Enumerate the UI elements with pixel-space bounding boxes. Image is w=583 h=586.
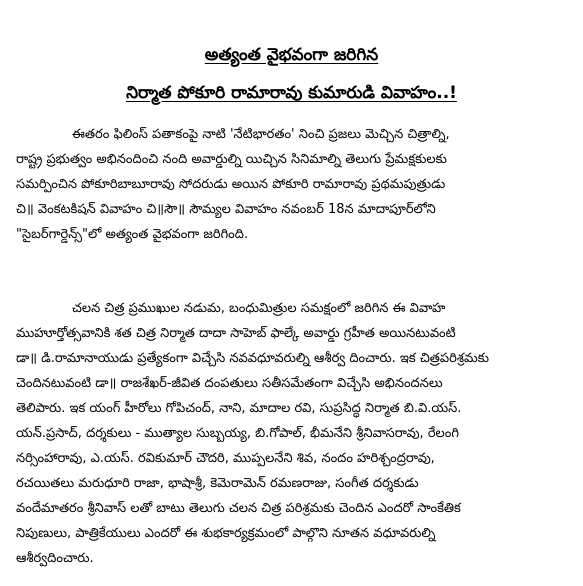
paragraph-line: చి॥ వెంకటకిషన్ వివాహం చి॥సౌ॥ సౌమ్యల వివాహం నవంబర్ 18న మాదాపూర్‌లోని — [16, 202, 436, 217]
paragraph-line: చెందినటువంటి డా॥ రాజశేఖర్-జీవిత దంపతులు సతీసమేతంగా విచ్చేసి అభినందనలు — [16, 376, 443, 391]
paragraph-line: రాష్ట్ర ప్రభుత్వం అభినందించి నంది అవార్డుల్ని యిచ్చిన సినిమాల్ని తెలుగు ప్రేమక్షకులకు — [16, 152, 447, 167]
paragraph-line: ఆశీర్వదించారు. — [16, 551, 94, 566]
paragraph-line: యన్.ప్రసాద్, దర్శకులు - ముత్యాల సుబ్బయ్య, బి.గోపాల్, భీమనేని శ్రీనివాసరావు, రేలంగి — [16, 426, 459, 441]
paragraph-1 — [16, 122, 568, 247]
paragraph-line: రచయితలు మరుధూరి రాజా, భాషాశ్రీ, కెమెరామెన్ రమణరాజు, సంగీత దర్శకుడు — [16, 476, 419, 491]
paragraph-line: డా॥ డి.రామానాయుడు ప్రత్యేకంగా విచ్చేసి నవవధూవరుల్ని ఆశీర్వ దించారు. ఇక చిత్రపరిశ్రమకు — [16, 351, 490, 366]
paragraph-line: వందేమాతరం శ్రీనివాస్ లతో బాటు తెలుగు చలన చిత్ర పరిశ్రమకు చెందిన ఎందరో సాంకేతిక — [16, 501, 461, 516]
paragraph-line: నిపుణులు, పాత్రికేయులు ఎందరో ఈ శుభకార్యక్రమంలో పాల్గొని నూతన వధూవరుల్ని — [16, 526, 436, 541]
paragraph-line: తెలిపారు. ఇక యంగ్ హీరోలు గోపిచంద్, నాని, మాదాల రవి, సుప్రసిద్ధ నిర్మాత బి.వి.యస్. — [16, 401, 462, 416]
paragraph-2 — [16, 296, 568, 571]
paragraph-line: సమర్పించిన పోకూరిబాబూరావు సోదరుడు అయిన పోకూరి రామారావు ప్రథమపుత్రుడు — [16, 177, 446, 192]
paragraph-line: "సైబర్‌గార్డెన్స్"లో అత్యంత వైభవంగా జరిగింది. — [16, 227, 249, 242]
paragraph-line: ముహూర్తోత్సవానికి శత చిత్ర నిర్మాత దాదా సాహెబ్ ఫాల్కే అవార్డు గ్రహీత అయినటువంటి — [16, 326, 456, 341]
paragraph-line: నర్సింహారావు, ఎ.యస్. రవికుమార్ చౌదరి, ముప్పలనేని శివ, నందం హరిశ్చంద్రరావు, — [16, 451, 435, 466]
paragraph-line: చలన చిత్ర ప్రముఖుల నడుమ, బంధుమిత్రుల సమక్షంలో జరిగిన ఈ వివాహ — [72, 301, 446, 316]
paragraph-line: ఈతరం ఫిలింస్ పతాకంపై నాటి 'నేటిభారతం' నించి ప్రజలు మెచ్చిన చిత్రాల్ని, — [72, 127, 450, 142]
headline-line-1: అత్యంత వైభవంగా జరిగిన — [204, 45, 379, 65]
headline-line-2: నిర్మాత పోకూరి రామారావు కుమారుడి వివాహం..! — [126, 83, 457, 103]
